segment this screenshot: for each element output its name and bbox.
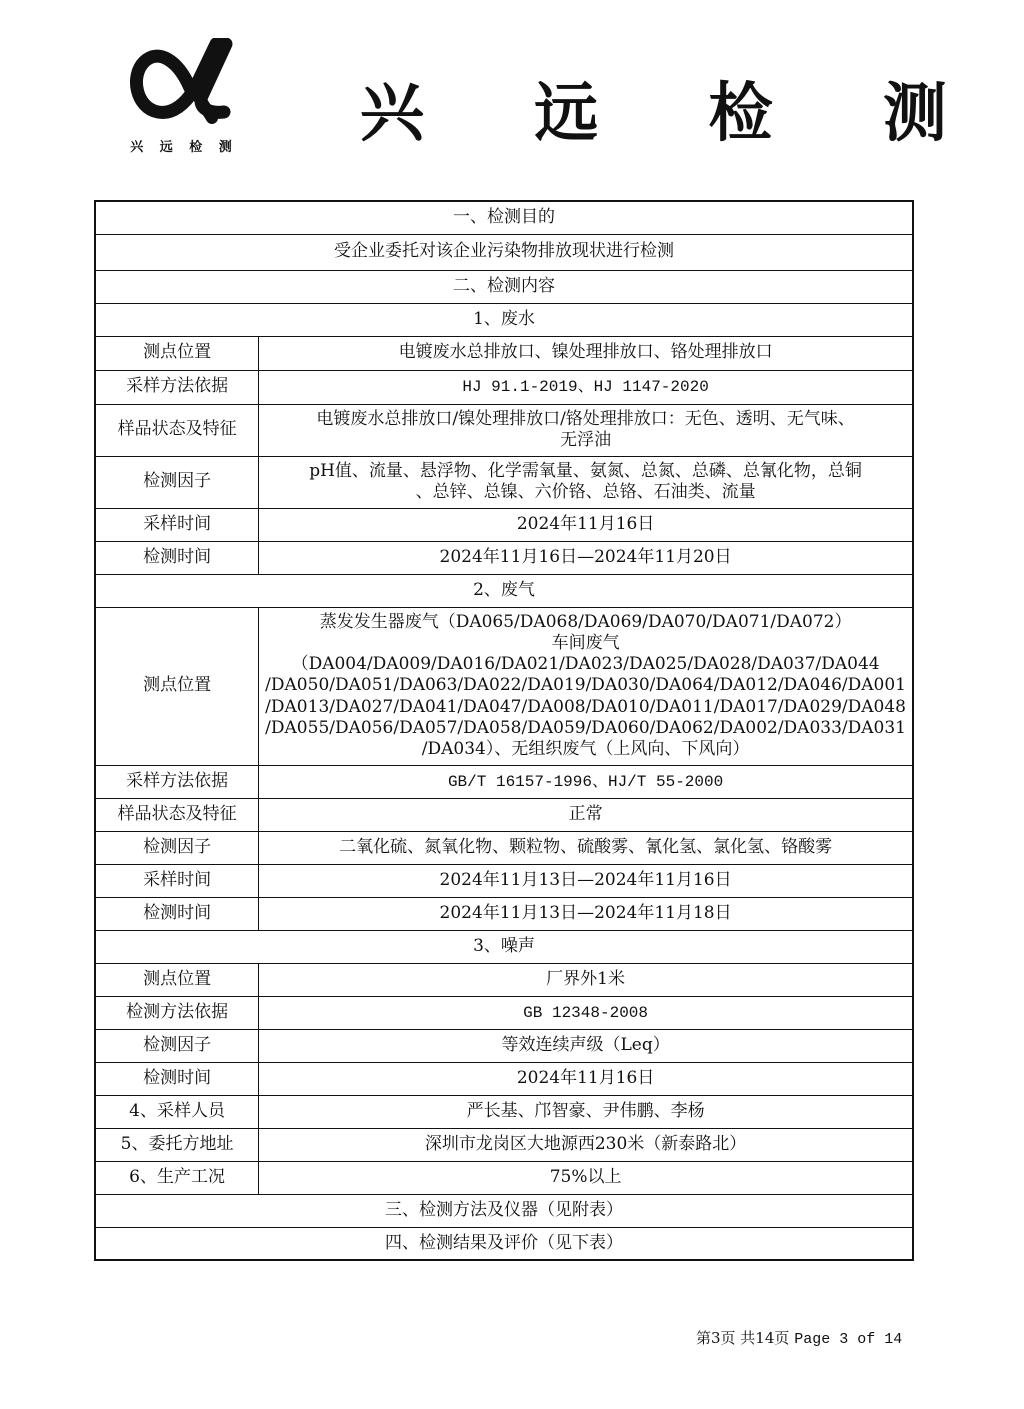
row-value: 厂界外1米 bbox=[259, 963, 913, 996]
row-value: 2024年11月16日 bbox=[259, 508, 913, 541]
section-title-results: 四、检测结果及评价（见下表） bbox=[95, 1227, 913, 1260]
value-line: 蒸发发生器废气（DA065/DA068/DA069/DA070/DA071/DA072） bbox=[319, 611, 852, 632]
table-row bbox=[95, 456, 913, 508]
row-label: 5、委托方地址 bbox=[95, 1128, 259, 1161]
detection-info-table bbox=[94, 200, 914, 1261]
row-label: 6、生产工况 bbox=[95, 1161, 259, 1194]
table-row bbox=[95, 1161, 913, 1194]
table-row bbox=[95, 1128, 913, 1161]
row-value: 电镀废水总排放口、镍处理排放口、铬处理排放口 bbox=[259, 336, 913, 370]
table-row bbox=[95, 798, 913, 831]
row-value: 等效连续声级（Leq） bbox=[259, 1029, 913, 1062]
brand-title: 兴 远 检 测 bbox=[360, 77, 991, 151]
row-value: 2024年11月16日—2024年11月20日 bbox=[259, 541, 913, 574]
table-row bbox=[95, 607, 913, 765]
row-label: 检测因子 bbox=[95, 831, 259, 864]
row-label: 采样时间 bbox=[95, 864, 259, 897]
row-value: 2024年11月16日 bbox=[259, 1062, 913, 1095]
value-line: /DA034）、无组织废气（上风向、下风向） bbox=[421, 739, 750, 760]
row-value: 75%以上 bbox=[259, 1161, 913, 1194]
row-value: 2024年11月13日—2024年11月18日 bbox=[259, 897, 913, 930]
row-value: 严长基、邝智豪、尹伟鹏、李杨 bbox=[259, 1095, 913, 1128]
value-line: 车间废气（DA004/DA009/DA016/DA021/DA023/DA025/DA028/DA037/DA044 bbox=[291, 632, 880, 675]
row-value: 正常 bbox=[259, 798, 913, 831]
row-label: 采样方法依据 bbox=[95, 765, 259, 798]
table-row bbox=[95, 1029, 913, 1062]
table-row bbox=[95, 1062, 913, 1095]
row-label: 采样方法依据 bbox=[95, 370, 259, 404]
row-label: 测点位置 bbox=[95, 336, 259, 370]
category-wastewater: 1、废水 bbox=[95, 303, 913, 336]
value-line: 电镀废水总排放口/镍处理排放口/铬处理排放口：无色、透明、无气味、 bbox=[316, 408, 855, 429]
logo-mark-icon bbox=[128, 38, 240, 133]
table-row bbox=[95, 336, 913, 370]
table-row bbox=[95, 963, 913, 996]
row-label: 样品状态及特征 bbox=[95, 798, 259, 831]
value-line: 无浮油 bbox=[560, 430, 612, 450]
row-label: 样品状态及特征 bbox=[95, 404, 259, 456]
row-value bbox=[259, 404, 913, 456]
row-label: 测点位置 bbox=[95, 607, 259, 765]
page-number-cn: 第3页 共14页 bbox=[696, 1329, 790, 1347]
row-label: 检测时间 bbox=[95, 897, 259, 930]
logo-caption: 兴 远 检 测 bbox=[130, 140, 238, 155]
row-label: 检测因子 bbox=[95, 1029, 259, 1062]
table-row bbox=[95, 541, 913, 574]
value-line: /DA050/DA051/DA063/DA022/DA019/DA030/DA064/DA012/DA046/DA001 bbox=[265, 675, 906, 696]
row-label: 采样时间 bbox=[95, 508, 259, 541]
category-waste-gas: 2、废气 bbox=[95, 574, 913, 607]
value-line: /DA013/DA027/DA041/DA047/DA008/DA010/DA011/DA017/DA029/DA048 bbox=[265, 696, 906, 717]
table-row bbox=[95, 831, 913, 864]
row-value: 二氧化硫、氮氧化物、颗粒物、硫酸雾、氰化氢、氯化氢、铬酸雾 bbox=[259, 831, 913, 864]
value-line: /DA055/DA056/DA057/DA058/DA059/DA060/DA062/DA002/DA033/DA031 bbox=[265, 717, 906, 738]
page-number-en: Page 3 of 14 bbox=[794, 1331, 903, 1348]
table-row bbox=[95, 1095, 913, 1128]
table-row bbox=[95, 370, 913, 404]
row-label: 检测时间 bbox=[95, 541, 259, 574]
company-logo bbox=[128, 38, 240, 158]
purpose-text: 受企业委托对该企业污染物排放现状进行检测 bbox=[95, 234, 913, 270]
row-value: GB/T 16157-1996、HJ/T 55-2000 bbox=[259, 765, 913, 798]
row-label: 测点位置 bbox=[95, 963, 259, 996]
table-row bbox=[95, 508, 913, 541]
row-label: 检测方法依据 bbox=[95, 996, 259, 1029]
table-row bbox=[95, 897, 913, 930]
row-value: GB 12348-2008 bbox=[259, 996, 913, 1029]
table-row bbox=[95, 404, 913, 456]
category-noise: 3、噪声 bbox=[95, 930, 913, 963]
section-title-content: 二、检测内容 bbox=[95, 270, 913, 303]
section-title-methods: 三、检测方法及仪器（见附表） bbox=[95, 1194, 913, 1227]
row-value: 2024年11月13日—2024年11月16日 bbox=[259, 864, 913, 897]
section-title-purpose: 一、检测目的 bbox=[95, 201, 913, 234]
table-row bbox=[95, 864, 913, 897]
page-footer bbox=[696, 1327, 902, 1348]
row-label: 检测时间 bbox=[95, 1062, 259, 1095]
row-label: 检测因子 bbox=[95, 456, 259, 508]
row-value: HJ 91.1-2019、HJ 1147-2020 bbox=[259, 370, 913, 404]
table-row bbox=[95, 765, 913, 798]
value-line: pH值、流量、悬浮物、化学需氧量、氨氮、总氮、总磷、总氰化物，总铜 bbox=[309, 460, 862, 481]
row-value bbox=[259, 607, 913, 765]
row-value bbox=[259, 456, 913, 508]
row-value: 深圳市龙岗区大地源西230米（新泰路北） bbox=[259, 1128, 913, 1161]
table-row bbox=[95, 996, 913, 1029]
value-line: 、总锌、总镍、六价铬、总铬、石油类、流量 bbox=[415, 482, 756, 502]
row-label: 4、采样人员 bbox=[95, 1095, 259, 1128]
